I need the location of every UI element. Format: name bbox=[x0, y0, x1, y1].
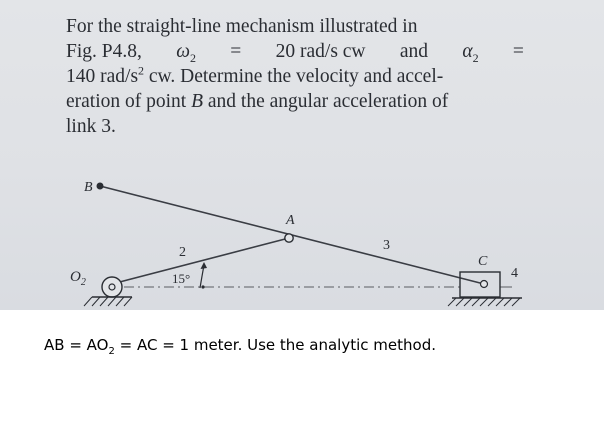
pivot-o2-hatch-2 bbox=[92, 297, 100, 306]
slider-hatch-7 bbox=[496, 298, 504, 306]
alpha-glyph: α bbox=[462, 41, 473, 62]
label-link-3: 3 bbox=[383, 238, 390, 253]
omega-value: 20 rad/s cw bbox=[275, 41, 366, 62]
label-o-subscript: 2 bbox=[80, 277, 86, 288]
and-word: and bbox=[399, 41, 429, 62]
omega-subscript: 2 bbox=[189, 50, 196, 65]
pivot-o2-hatch-6 bbox=[124, 297, 132, 306]
label-a: A bbox=[286, 213, 295, 228]
problem-line-4-text-end: and the angular acceleration of bbox=[203, 91, 449, 112]
pin-a bbox=[285, 234, 293, 242]
link-2 bbox=[112, 238, 289, 284]
label-link-2: 2 bbox=[179, 245, 186, 260]
pivot-o2-pin bbox=[109, 284, 115, 290]
fig-reference: Fig. P4.8, bbox=[66, 41, 142, 62]
slider-hatch-3 bbox=[464, 298, 472, 306]
alpha-value: 140 rad/s bbox=[66, 66, 139, 87]
label-angle: 15° bbox=[172, 271, 191, 286]
note-text-start: AB = AO bbox=[44, 336, 109, 354]
problem-note bbox=[44, 336, 436, 357]
label-b: B bbox=[84, 180, 93, 195]
pivot-o2-hatch-1 bbox=[84, 297, 92, 306]
slider-hatch-9 bbox=[512, 298, 520, 306]
pivot-o2-hatch-5 bbox=[116, 297, 124, 306]
alpha-subscript: 2 bbox=[472, 50, 479, 65]
slider-hatch-2 bbox=[456, 298, 464, 306]
label-c: C bbox=[478, 254, 488, 269]
angle-arrowhead bbox=[201, 262, 208, 269]
note-text-end: = AC = 1 meter. Use the analytic method. bbox=[114, 336, 436, 354]
pivot-o2-hatch-4 bbox=[108, 297, 116, 306]
label-o bbox=[70, 269, 86, 288]
alpha-unit-exponent: 2 bbox=[138, 63, 145, 78]
omega-glyph: ω bbox=[176, 41, 190, 62]
slider-hatch-1 bbox=[448, 298, 456, 306]
slider-hatch-4 bbox=[472, 298, 480, 306]
slider-hatch-5 bbox=[480, 298, 488, 306]
problem-line-5-text: link 3. bbox=[66, 116, 116, 137]
slider-hatch-8 bbox=[504, 298, 512, 306]
problem-line-3-text: cw. Determine the velocity and accel- bbox=[144, 66, 444, 87]
label-o-letter: O bbox=[70, 269, 81, 285]
pivot-o2-hatch-3 bbox=[100, 297, 108, 306]
label-link-4: 4 bbox=[511, 266, 518, 281]
equals-sign: = bbox=[230, 41, 242, 62]
angle-vertex-dot bbox=[201, 285, 204, 288]
point-b-dot bbox=[97, 183, 104, 190]
problem-line-1-text: For the straight-line mechanism illustrated in bbox=[66, 16, 418, 37]
equals-sign-2: = bbox=[512, 41, 524, 62]
note-subscript: 2 bbox=[108, 346, 115, 357]
slider-hatch-6 bbox=[488, 298, 496, 306]
problem-line-4-text: eration of point bbox=[66, 91, 192, 112]
pin-c bbox=[481, 281, 488, 288]
point-b-reference: B bbox=[191, 91, 204, 112]
